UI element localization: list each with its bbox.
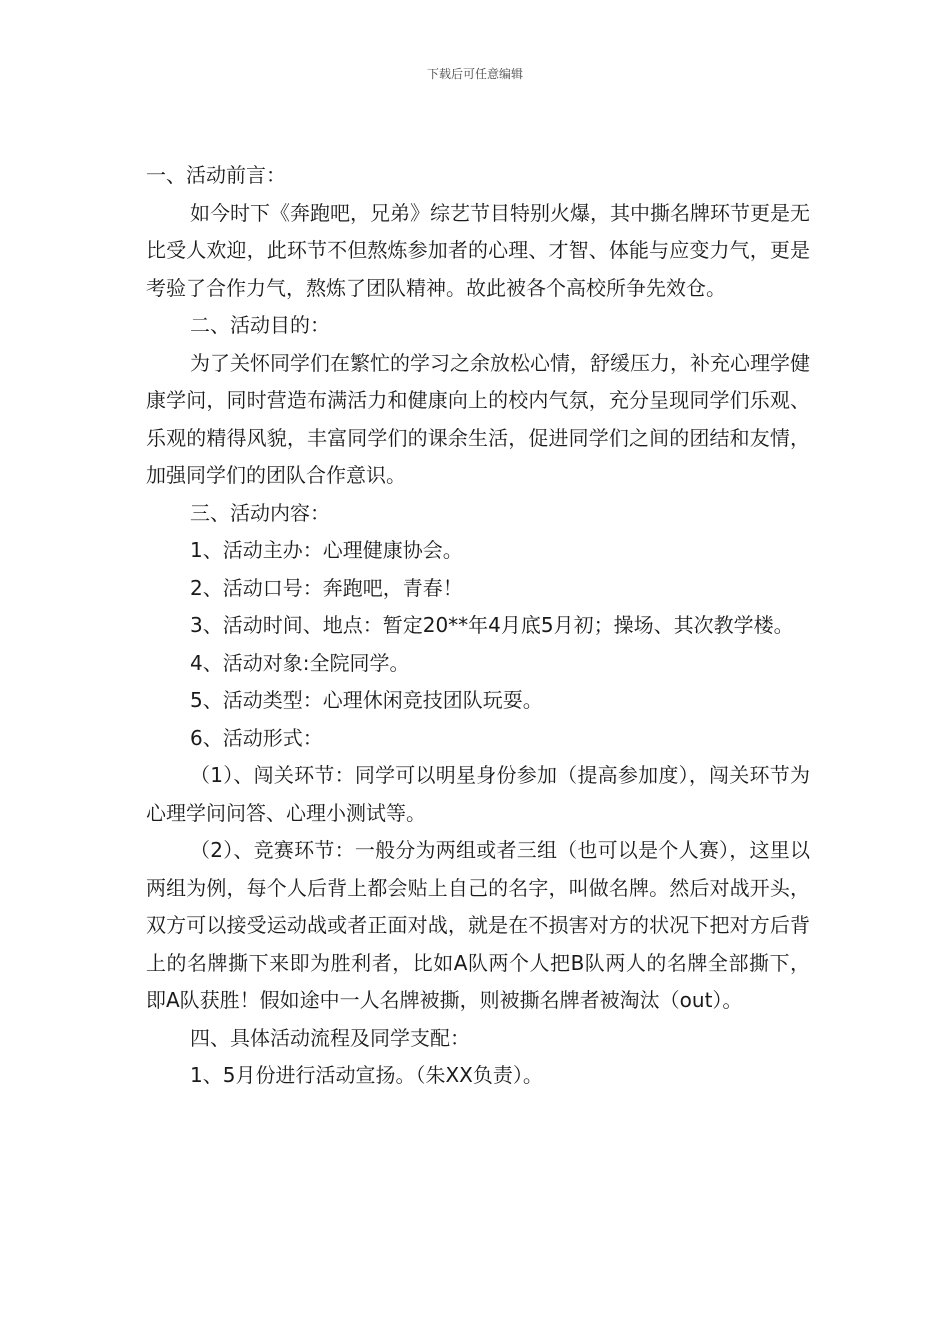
list-item-organizer: 1、活动主办：心理健康协会。 <box>190 538 463 562</box>
section-heading-preface: 一、活动前言： <box>146 163 286 187</box>
document-body <box>146 157 810 1095</box>
list-item-audience: 4、活动对象:全院同学。 <box>190 650 410 675</box>
sub-item-challenge-stage: （1）、闯关环节：同学可以明星身份参加（提高参加度），闯关环节为心理学问问答、心理小测试等。 <box>146 763 810 825</box>
list-item-slogan: 2、活动口号：奔跑吧，青春！ <box>190 575 463 600</box>
list-item-time-place: 3、活动时间、地点：暂定20**年4月底5月初；操场、其次教学楼。 <box>190 613 794 637</box>
section-heading-process: 四、具体活动流程及同学支配： <box>190 1025 470 1050</box>
section-heading-content: 三、活动内容： <box>190 500 330 525</box>
paragraph-purpose-body: 为了关怀同学们在繁忙的学习之余放松心情，舒缓压力，补充心理学健康学问，同时营造布满活力和健康向上的校内气氛，充分呈现同学们乐观、乐观的精得风貌，丰富同学们的课余生活，促进同学们之间的团结和友情，加强同学们的团队合作意识。 <box>146 350 810 487</box>
paragraph-preface-body: 如今时下《奔跑吧，兄弟》综艺节目特别火爆，其中撕名牌环节更是无比受人欢迎，此环节不但熬炼参加者的心理、才智、体能与应变力气，更是考验了合作力气，熬炼了团队精神。故此被各个高校所争先效仓。 <box>146 200 810 300</box>
list-item-type: 5、活动类型：心理休闲竞技团队玩耍。 <box>190 688 543 712</box>
page-header-note: 下载后可任意编辑 <box>426 67 523 81</box>
section-heading-purpose: 二、活动目的： <box>190 313 330 337</box>
list-item-format: 6、活动形式： <box>190 725 323 750</box>
sub-item-competition-stage: （2）、竞赛环节：一般分为两组或者三组（也可以是个人赛），这里以两组为例，每个人后背上都会贴上自己的名字，叫做名牌。然后对战开头，双方可以接受运动战或者正面对战，就是在不损害对方的状况下把对方后背上的名牌撕下来即为胜利者，比如A队两个人把B队两人的名牌全部撕下，即A队获胜！假如途中一人名牌被撕，则被撕名牌者被淘汰（out）。 <box>146 838 810 1012</box>
list-item-promotion: 1、5月份进行活动宣扬。（朱XX负责）。 <box>190 1063 543 1087</box>
